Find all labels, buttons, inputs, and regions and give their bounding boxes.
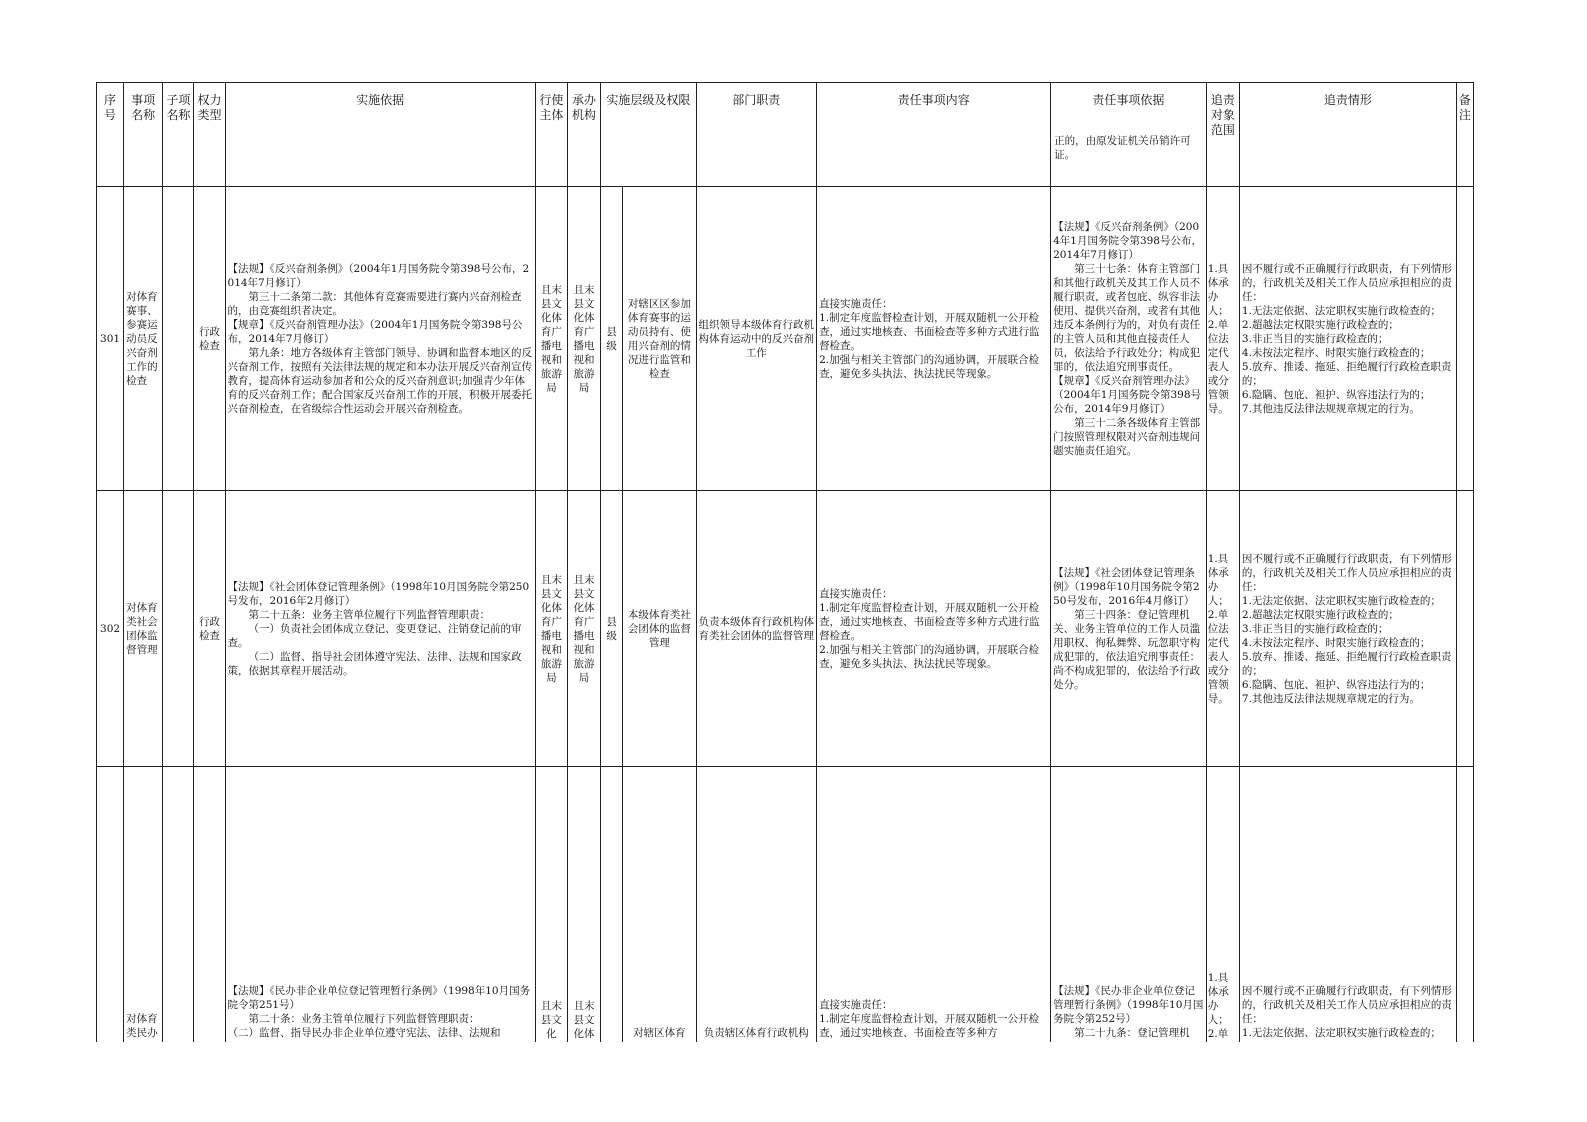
cell-scope: 1.具体承办人；2.单位法定代表人或分管领导。 [1206,187,1239,491]
acc-line: 4.未按法定程序、时限实施行政检查的； [1241,346,1431,359]
resp-basis-line: 【法规】《反兴奋剂条例》（2004年1月国务院令第398号公布，2014年7月修订） [1053,220,1202,261]
resp-line: 直接实施责任： [819,587,893,600]
header-power-type: 权力类型 [194,83,225,187]
carryover-text: 正的，由原发证机关吊销许可证。 [1054,135,1191,161]
cell-seq: 302 [97,491,124,767]
cell-basis [225,187,535,491]
resp-basis-line: 第三十七条：体育主管部门和其他行政机关及其工作人员不履行职责，或者包庇、纵容非法使用、提供兴奋剂，或者有其他违反本条例行为的，对负有责任的主管人员和其他直接责任人员，依法给予行政处分；构成犯罪的，依法追究刑事责任。 [1053,262,1201,373]
acc-line: 7.其他违反法律法规规章规定的行为。 [1241,402,1420,415]
basis-line: 【法规】《民办非企业单位登记管理暂行条例》（1998年10月国务院令第251号） [227,985,531,1011]
cell-resp-basis [1051,187,1207,491]
cell-subject: 且末县文化体育广播电视和旅游局 [535,491,567,767]
acc-line: 6.隐瞒、包庇、袒护、纵容违法行为的； [1241,678,1431,691]
cell-agency: 且末县文化体 [567,767,600,1043]
cell-scope: 1.具体承办人；2.单 [1206,767,1239,1043]
resp-basis-line: 【规章】《反兴奋剂管理办法》（2004年1月国务院令第398号公布，2014年9月修订） [1053,374,1202,415]
cell-duty: 组织领导本级体育行政机构体育运动中的反兴奋剂工作 [696,187,817,491]
resp-basis-line: 第三十四条：登记管理机关、业务主管单位的工作人员滥用职权、徇私舞弊、玩忽职守构成犯罪的，依法追究刑事责任：尚不构成犯罪的，依法给予行政处分。 [1053,608,1201,691]
acc-line: 因不履行或不正确履行行政职责，有下列情形的，行政机关及相关工作人员应承担相应的责任： [1241,552,1452,593]
acc-line: 因不履行或不正确履行行政职责，有下列情形的，行政机关及相关工作人员应承担相应的责任： [1241,262,1452,303]
header-resp-basis-label: 责任事项依据 [1092,93,1165,107]
cell-basis [225,767,535,1043]
document-sheet [96,82,1474,1042]
header-scope: 追责对象范围 [1206,83,1239,187]
cell-subitem [163,187,194,491]
cell-level-detail: 对辖区区参加体育赛事的运动员持有、使用兴奋剂的情况进行监管和检查 [623,187,696,491]
cell-accountability [1239,187,1456,491]
basis-line: （一）负责社会团体成立登记、变更登记、注销登记前的审查。 [227,622,522,649]
acc-line: 3.非正当目的实施行政检查的； [1241,332,1389,345]
header-remark: 备注 [1456,83,1473,187]
basis-line: 第二十条：业务主管单位履行下列监督管理职责： [248,1013,480,1025]
resp-line: 1.制定年度监督检查计划，开展双随机一公开检查，通过实地核查、书面检查等多种方式进行监督检查。 [819,601,1040,642]
cell-item: 对体育类民办 [124,767,163,1043]
resp-line: 1.制定年度监督检查计划，开展双随机一公开检查，通过实地核查、书面检查等多种方 [819,1013,1040,1039]
cell-remark [1456,491,1473,767]
acc-line: 7.其他违反法律法规规章规定的行为。 [1241,692,1420,705]
table-row [97,767,1474,1043]
header-resp-basis [1051,83,1207,187]
resp-line: 直接实施责任： [819,999,893,1011]
cell-subject: 且末县文化体育广播电视和旅游局 [535,187,567,491]
cell-remark [1456,187,1473,491]
cell-item: 对体育赛事、参赛运动员反兴奋剂工作的检查 [124,187,163,491]
cell-resp-basis [1051,767,1207,1043]
acc-line: 5.放弃、推诿、拖延、拒绝履行行政检查职责的； [1241,360,1452,387]
acc-line: 5.放弃、推诿、拖延、拒绝履行行政检查职责的； [1241,650,1452,677]
basis-line: 【规章】《反兴奋剂管理办法》（2004年1月国务院令第398号公布，2014年7月修订） [227,318,523,345]
cell-level-detail: 本级体育类社会团体的监督管理 [623,491,696,767]
basis-line: （二）监督、指导民办非企业单位遵守宪法、法律、法规和 [227,1027,501,1039]
acc-line: 2.超越法定权限实施行政检查的； [1241,608,1399,621]
cell-level: 县级 [601,491,623,767]
acc-line: 2.超越法定权限实施行政检查的； [1241,318,1399,331]
responsibility-table [96,82,1474,1042]
cell-seq: 301 [97,187,124,491]
cell-agency: 且末县文化体育广播电视和旅游局 [567,491,600,767]
cell-duty: 负责辖区体育行政机构 [696,767,817,1043]
cell-subject: 且末县文化 [535,767,567,1043]
header-agency: 承办机构 [567,83,600,187]
resp-line: 2.加强与相关主管部门的沟通协调，开展联合检查，避免多头执法、执法扰民等现象。 [819,643,1040,670]
header-subitem: 子项名称 [163,83,194,187]
acc-line: 6.隐瞒、包庇、袒护、纵容违法行为的； [1241,388,1431,401]
cell-resp [817,767,1051,1043]
header-resp: 责任事项内容 [817,83,1051,187]
resp-basis-line: 【法规】《民办非企业单位登记管理暂行条例》（1998年10月国务院令第252号） [1053,985,1204,1025]
header-seq: 序号 [97,83,124,187]
table-row [97,187,1474,491]
cell-remark [1456,767,1473,1043]
acc-line: 因不履行或不正确履行行政职责，有下列情形的，行政机关及相关工作人员应承担相应的责任： [1241,985,1452,1025]
header-item: 事项名称 [124,83,163,187]
resp-basis-line: 第三十二条各级体育主管部门按照管理权限对兴奋剂违规问题实施责任追究。 [1053,416,1201,457]
cell-resp-basis [1051,491,1207,767]
basis-line: 【法规】《反兴奋剂条例》（2004年1月国务院令第398号公布，2014年7月修订） [227,262,530,289]
header-subject: 行使主体 [535,83,567,187]
basis-line: 【法规】《社会团体登记管理条例》（1998年10月国务院令第250号发布，2016年2月修订） [227,580,530,607]
cell-item: 对体育类社会团体监督管理 [124,491,163,767]
header-level: 实施层级及权限 [601,83,696,187]
header-accountability: 追责情形 [1239,83,1456,187]
basis-line: 第三十二条第二款：其他体育竞赛需要进行赛内兴奋剂检查的，由竞赛组织者决定。 [227,290,522,317]
cell-power-type [194,767,225,1043]
resp-basis-line: 第二十九条：登记管理机 [1074,1027,1190,1039]
cell-subitem [163,491,194,767]
basis-line: （二）监督、指导社会团体遵守宪法、法律、法规和国家政策，依据其章程开展活动。 [227,650,522,677]
acc-line: 1.无法定依据、法定职权实施行政检查的； [1241,1027,1441,1039]
basis-line: 第二十五条：业务主管单位履行下列监督管理职责： [248,608,491,621]
cell-agency: 且末县文化体育广播电视和旅游局 [567,187,600,491]
cell-power-type: 行政检查 [194,491,225,767]
resp-line: 直接实施责任： [819,297,893,310]
table-row [97,491,1474,767]
acc-line: 1.无法定依据、法定职权实施行政检查的； [1241,304,1441,317]
cell-resp [817,187,1051,491]
cell-level-detail: 对辖区体育 [623,767,696,1043]
cell-subitem [163,767,194,1043]
acc-line: 4.未按法定程序、时限实施行政检查的； [1241,636,1431,649]
resp-basis-line: 【法规】《社会团体登记管理条例》（1998年10月国务院令第250号发布，2016年4月修订） [1053,566,1200,607]
cell-level [601,767,623,1043]
cell-scope: 1.具体承办人；2.单位法定代表人或分管领导。 [1206,491,1239,767]
cell-level: 县级 [601,187,623,491]
cell-resp [817,491,1051,767]
resp-line: 2.加强与相关主管部门的沟通协调，开展联合检查，避免多头执法、执法扰民等现象。 [819,353,1040,380]
resp-line: 1.制定年度监督检查计划，开展双随机一公开检查，通过实地核查、书面检查等多种方式进行监督检查。 [819,311,1040,352]
header-row [97,83,1474,187]
cell-accountability [1239,491,1456,767]
header-basis: 实施依据 [225,83,535,187]
acc-line: 1.无法定依据、法定职权实施行政检查的； [1241,594,1441,607]
cell-basis [225,491,535,767]
cell-seq [97,767,124,1043]
cell-accountability [1239,767,1456,1043]
header-duty: 部门职责 [696,83,817,187]
cell-power-type: 行政检查 [194,187,225,491]
acc-line: 3.非正当目的实施行政检查的； [1241,622,1389,635]
basis-line: 第九条：地方各级体育主管部门领导、协调和监督本地区的反兴奋剂工作，按照有关法律法规的规定和本办法开展反兴奋剂宣传教育，提高体育运动参加者和公众的反兴奋剂意识;加强青少年体育的反兴奋剂工作；配合国家反兴奋剂工作的开展，积极开展委托兴奋剂检查，在省级综合性运动会开展兴奋剂检查。 [227,346,533,415]
cell-duty: 负责本级体育行政机构体育类社会团体的监督管理 [696,491,817,767]
